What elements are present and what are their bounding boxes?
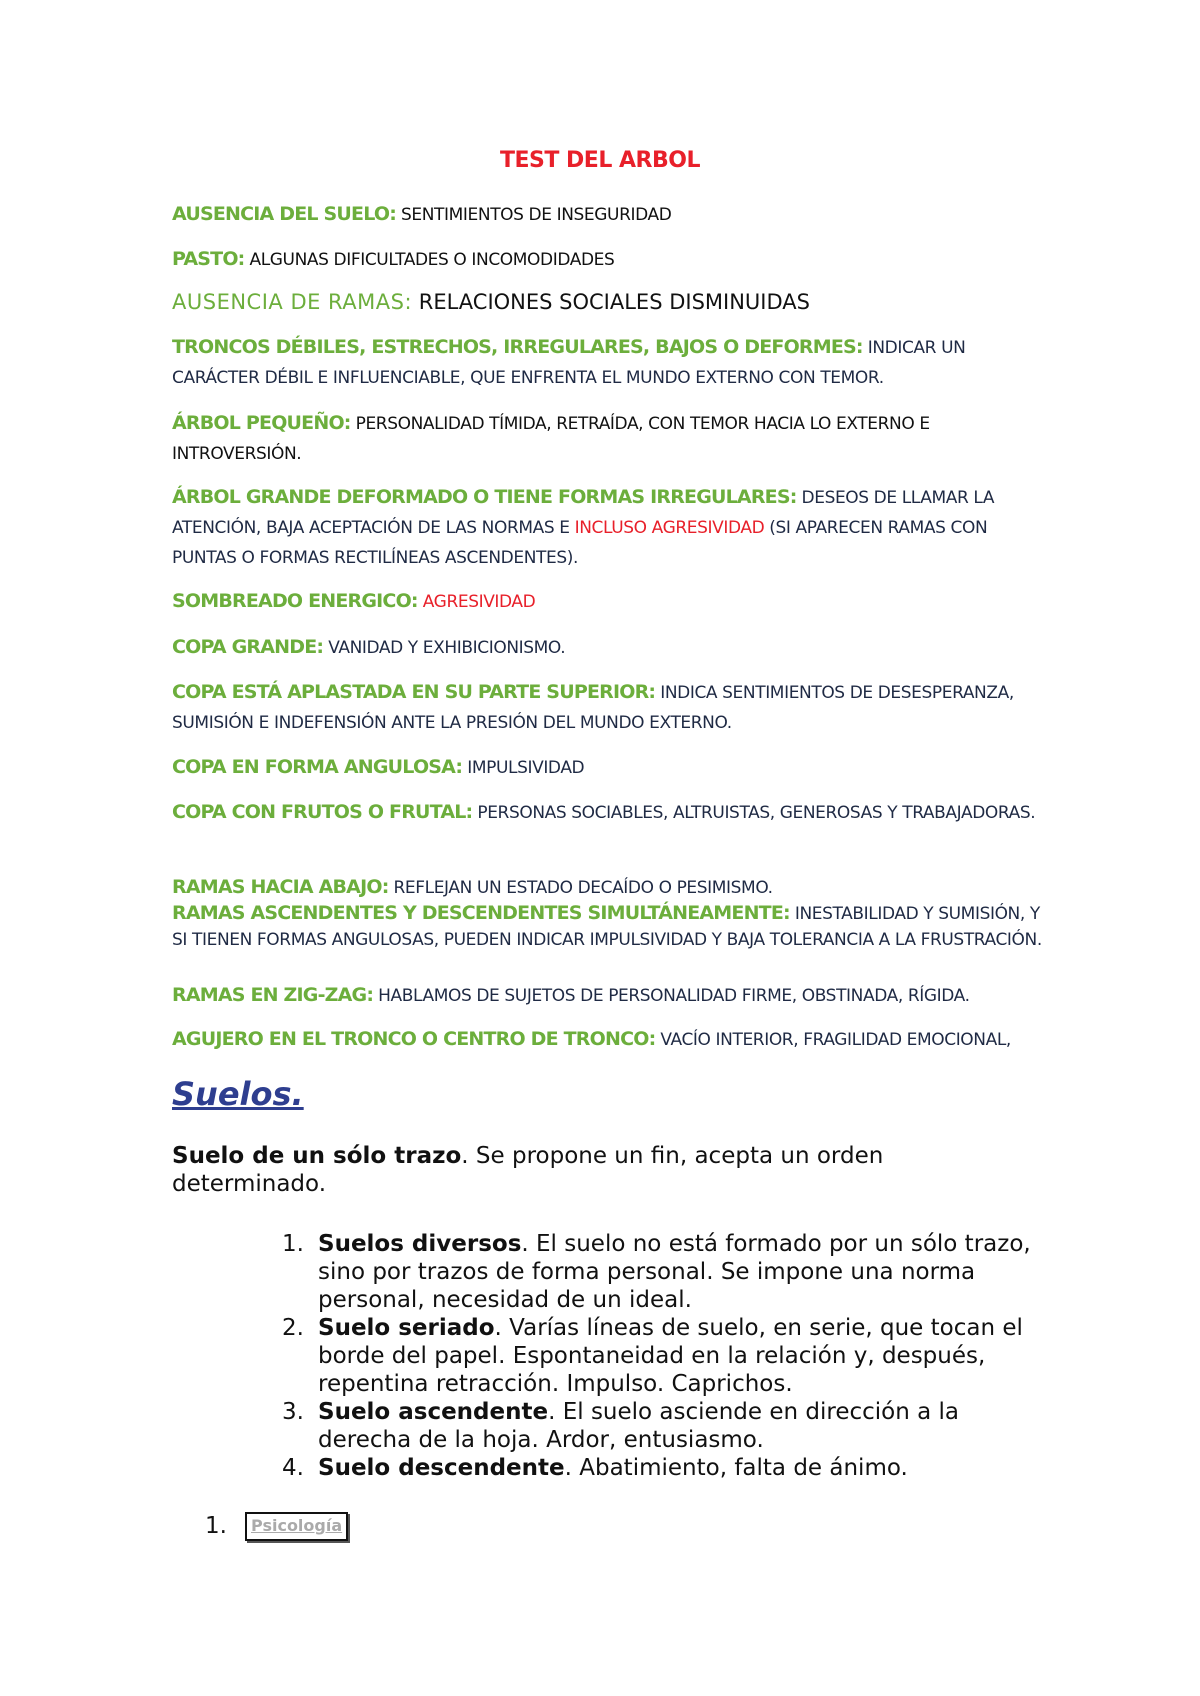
intro-text: . Se propone un fin, acepta un orden determinado. [172,1143,884,1197]
entry-label: PASTO: [172,248,245,270]
entry-copa-frutal [172,797,1042,828]
entry-text: REFLEJAN UN ESTADO DECAÍDO O PESIMISMO. [388,878,773,898]
entry-label: AUSENCIA DE RAMAS: [172,290,413,314]
entry-sombreado [172,586,1042,617]
list-item [272,1398,1032,1454]
entry-text: HABLAMOS DE SUJETOS DE PERSONALIDAD FIRME, OBSTINADA, RÍGIDA. [373,986,970,1006]
list-item [272,1230,1032,1314]
entry-ramas-zigzag [172,982,1042,1009]
list-item-bold: Suelo descendente [318,1455,565,1481]
entry-text: PERSONALIDAD TÍMIDA, RETRAÍDA, CON TEMOR HACIA LO EXTERNO E INTROVERSIÓN. [172,414,930,464]
list-item-bold: Suelo seriado [318,1315,495,1341]
list-item-text: . Abatimiento, falta de ánimo. [564,1455,908,1481]
entry-label: RAMAS EN ZIG-ZAG: [172,984,374,1006]
entry-label: AGUJERO EN EL TRONCO O CENTRO DE TRONCO: [172,1028,656,1050]
section-intro [172,1142,1032,1198]
intro-bold: Suelo de un sólo trazo [172,1143,462,1169]
entry-highlight: AGRESIVIDAD [417,592,536,612]
entry-arbol-grande [172,482,1042,573]
entry-ausencia-suelo [172,199,1042,230]
entry-troncos-debiles [172,332,1042,393]
entry-pasto [172,244,1042,275]
entry-label: COPA ESTÁ APLASTADA EN SU PARTE SUPERIOR: [172,681,656,703]
footer-list-item [205,1512,348,1541]
entry-text: INDICA SENTIMIENTOS DE DESESPERANZA, SUMISIÓN E INDEFENSIÓN ANTE LA PRESIÓN DEL MUNDO EXTERNO. [172,683,1014,733]
list-item [272,1454,1032,1482]
entry-text: DESEOS DE LLAMAR LA ATENCIÓN, BAJA ACEPTACIÓN DE LAS NORMAS E [172,488,995,538]
entry-text-continued: (SI APARECEN RAMAS CON PUNTAS O FORMAS RECTILÍNEAS ASCENDENTES). [172,518,988,568]
entry-text: RELACIONES SOCIALES DISMINUIDAS [412,290,810,314]
entry-agujero-tronco [172,1024,1042,1055]
entry-text: VANIDAD Y EXHIBICIONISMO. [323,638,566,658]
entry-copa-grande [172,632,1042,663]
list-number: 3. [282,1399,304,1425]
entry-label: COPA EN FORMA ANGULOSA: [172,756,463,778]
entry-label: COPA CON FRUTOS O FRUTAL: [172,801,473,823]
entry-text: INESTABILIDAD Y SUMISIÓN, Y SI TIENEN FORMAS ANGULOSAS, PUEDEN INDICAR IMPULSIVIDAD Y BAJA TOLERANCIA A LA FRUSTRACIÓN. [172,904,1042,950]
list-item [272,1314,1032,1398]
entry-text: SENTIMIENTOS DE INSEGURIDAD [396,205,672,225]
entry-label: AUSENCIA DEL SUELO: [172,203,396,225]
entry-text: INDICAR UN CARÁCTER DÉBIL E INFLUENCIABLE, QUE ENFRENTA EL MUNDO EXTERNO CON TEMOR. [172,338,966,388]
entry-copa-aplastada [172,677,1042,738]
psicologia-link[interactable]: Psicología [245,1512,348,1541]
section-title: Suelos. [172,1075,304,1113]
entry-text: PERSONAS SOCIABLES, ALTRUISTAS, GENEROSAS Y TRABAJADORAS. [472,803,1036,823]
list-item-text: . Varías líneas de suelo, en serie, que tocan el borde del papel. Espontaneidad en la relación y, después, repentina retracción. Impulso. Caprichos. [318,1315,1023,1397]
entry-label: ÁRBOL PEQUEÑO: [172,412,351,434]
entry-label: RAMAS ASCENDENTES Y DESCENDENTES SIMULTÁNEAMENTE: [172,902,790,924]
entry-ramas-abajo [172,874,1042,901]
entry-label: SOMBREADO ENERGICO: [172,590,418,612]
entry-label: COPA GRANDE: [172,636,324,658]
entry-ausencia-ramas [172,287,1042,317]
entry-ramas-ascendentes [172,900,1042,953]
suelos-list [272,1230,1032,1482]
list-item-text: . El suelo no está formado por un sólo trazo, sino por trazos de forma personal. Se impone una norma personal, necesidad de un ideal. [318,1231,1031,1313]
list-number: 2. [282,1315,304,1341]
entry-text: VACÍO INTERIOR, FRAGILIDAD EMOCIONAL, [655,1030,1011,1050]
entry-copa-angulosa [172,752,1042,783]
entry-label: RAMAS HACIA ABAJO: [172,876,389,898]
entry-label: ÁRBOL GRANDE DEFORMADO O TIENE FORMAS IRREGULARES: [172,486,797,508]
entry-label: TRONCOS DÉBILES, ESTRECHOS, IRREGULARES, BAJOS O DEFORMES: [172,336,863,358]
document-title: TEST DEL ARBOL [500,148,700,173]
entry-text: IMPULSIVIDAD [462,758,585,778]
list-item-bold: Suelo ascendente [318,1399,549,1425]
list-number: 1. [205,1513,227,1539]
entry-arbol-pequeno [172,408,1042,469]
list-item-text: . El suelo asciende en dirección a la derecha de la hoja. Ardor, entusiasmo. [318,1399,959,1453]
list-number: 4. [282,1455,304,1481]
list-item-bold: Suelos diversos [318,1231,522,1257]
entry-highlight: INCLUSO AGRESIVIDAD [574,518,765,538]
entry-text: ALGUNAS DIFICULTADES O INCOMODIDADES [244,250,615,270]
list-number: 1. [282,1231,304,1257]
